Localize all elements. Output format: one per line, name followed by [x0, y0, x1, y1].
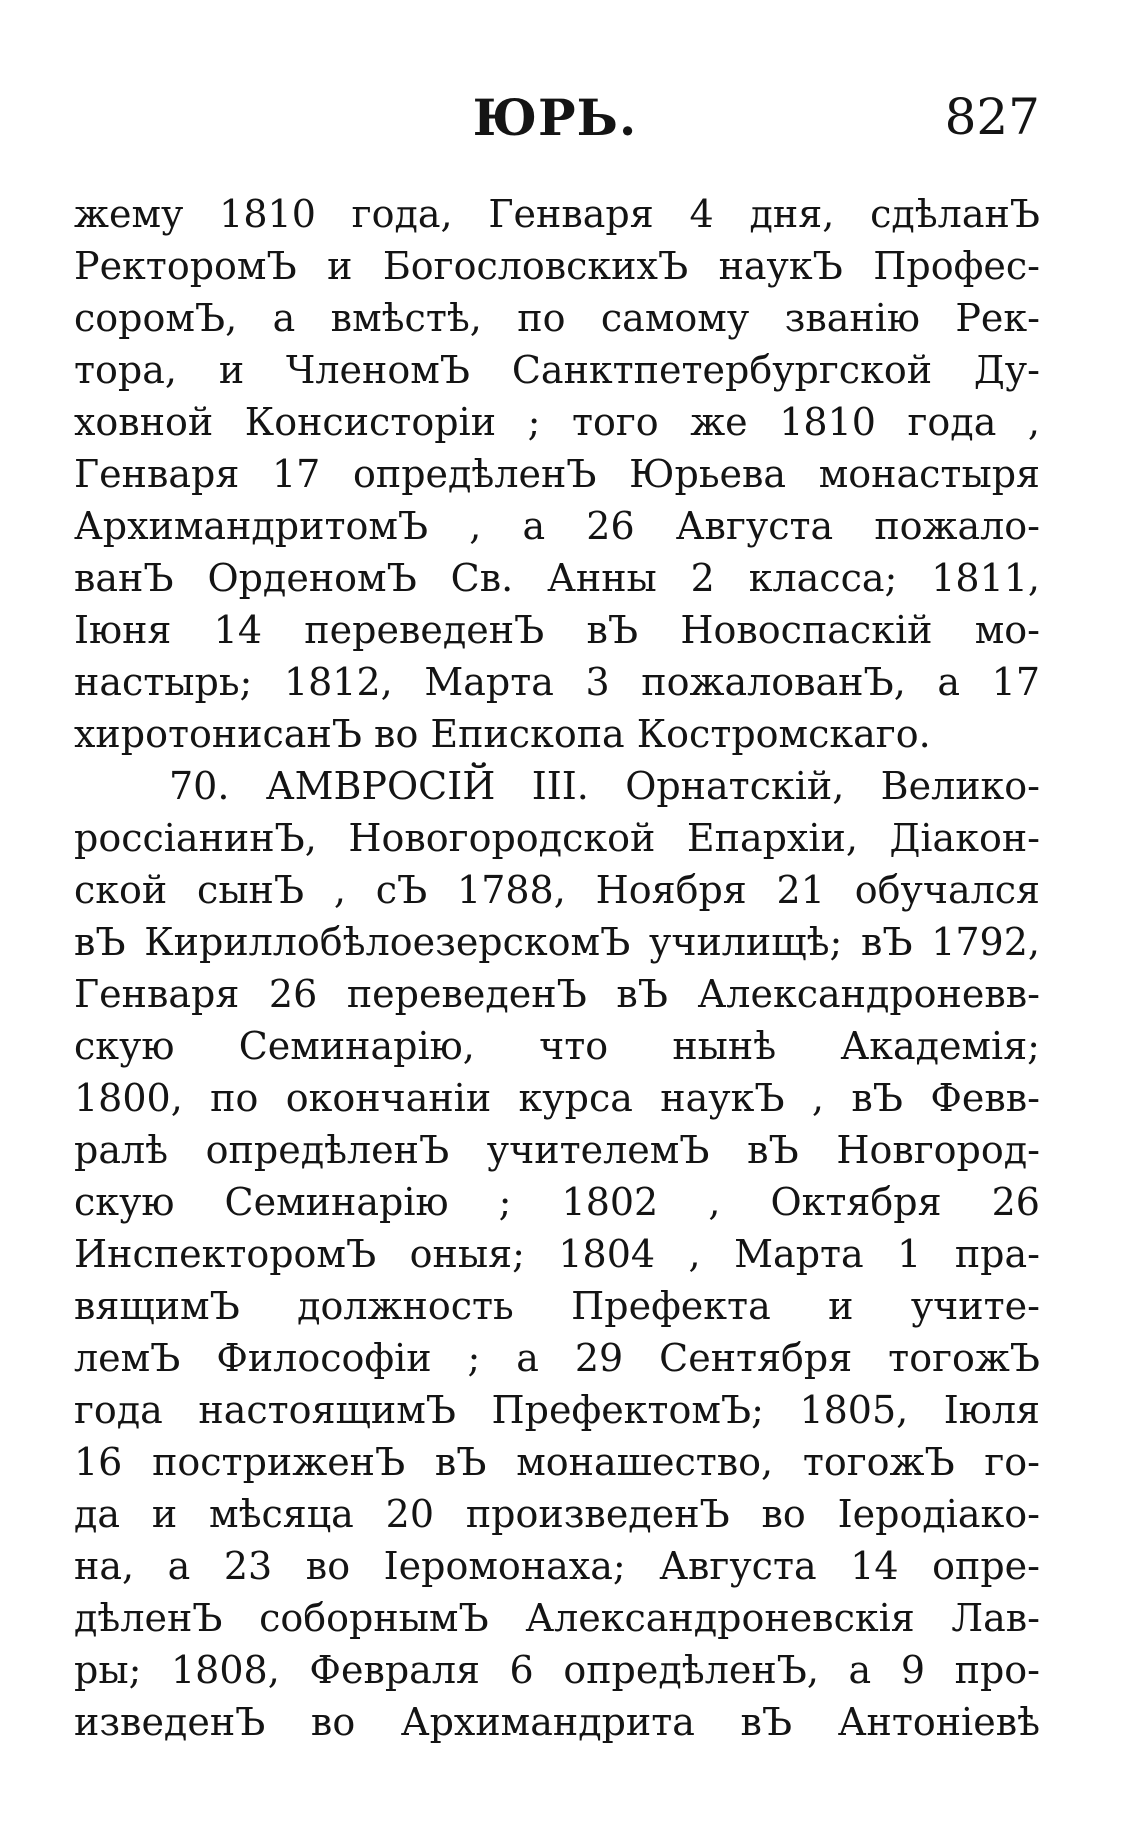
text-line: хиротонисанЪ во Епископа Костромскаго.	[74, 712, 931, 756]
text-line: Іюня 14 переведенЪ вЪ Новоспаскій мо-	[74, 608, 1040, 652]
text-line: 16 постриженЪ вЪ монашество, тогожЪ го-	[74, 1440, 1040, 1484]
page-number: 827	[944, 88, 1040, 146]
text-line: россіанинЪ, Новогородской Епархіи, Діакон-	[74, 816, 1040, 860]
text-line: вЪ КириллобѣлоезерскомЪ училищѣ; вЪ 1792,	[74, 920, 1040, 964]
text-line: жему 1810 года, Генваря 4 дня, сдѣланЪ	[74, 192, 1040, 236]
text-line: года настоящимЪ ПрефектомЪ; 1805, Іюля	[74, 1388, 1040, 1432]
text-line: АрхимандритомЪ , а 26 Августа пожало-	[74, 504, 1040, 548]
text-line: ИнспекторомЪ оныя; 1804 , Марта 1 пра-	[74, 1232, 1040, 1276]
text-line: ской сынЪ , сЪ 1788, Ноября 21 обучался	[74, 868, 1040, 912]
text-line: на, а 23 во Іеромонаха; Августа 14 опре-	[74, 1544, 1040, 1588]
page-header	[70, 88, 1040, 168]
paragraph-2	[74, 760, 1040, 1748]
text-line: Генваря 17 опредѣленЪ Юрьева монастыря	[74, 452, 1040, 496]
text-line: лемЪ Философіи ; а 29 Сентября тогожЪ	[74, 1336, 1040, 1380]
text-line: ры; 1808, Февраля 6 опредѣленЪ, а 9 про-	[74, 1648, 1040, 1692]
paragraph-1	[74, 188, 1040, 760]
text-line: изведенЪ во Архимандрита вЪ Антоніевѣ	[74, 1700, 1040, 1744]
text-line: 1800, по окончаніи курса наукЪ , вЪ Февв-	[74, 1076, 1040, 1120]
text-body	[74, 188, 1040, 1748]
text-line: тора, и ЧленомЪ Санктпетербургской Ду-	[74, 348, 1040, 392]
text-line: Генваря 26 переведенЪ вЪ Александроневв-	[74, 972, 1040, 1016]
running-title: ЮРЬ.	[472, 88, 638, 147]
text-line: да и мѣсяца 20 произведенЪ во Іеродіако-	[74, 1492, 1040, 1536]
text-line: скую Семинарію, что нынѣ Академія;	[74, 1024, 1040, 1068]
text-line: ванЪ ОрденомЪ Св. Анны 2 класса; 1811,	[74, 556, 1040, 600]
text-line: РекторомЪ и БогословскихЪ наукЪ Профес-	[74, 244, 1040, 288]
text-line: настырь; 1812, Марта 3 пожалованЪ, а 17	[74, 660, 1040, 704]
text-line: соромЪ, а вмѣстѣ, по самому званію Рек-	[74, 296, 1040, 340]
text-line: ралѣ опредѣленЪ учителемЪ вЪ Новгород-	[74, 1128, 1040, 1172]
text-line: 70. АМВРОСІЙ III. Орнатскій, Велико-	[169, 764, 1040, 808]
text-line: дѣленЪ соборнымЪ Александроневскія Лав-	[74, 1596, 1040, 1640]
text-line: ховной Консисторіи ; того же 1810 года ,	[74, 400, 1040, 444]
text-line: скую Семинарію ; 1802 , Октября 26	[74, 1180, 1040, 1224]
text-line: вящимЪ должность Префекта и учите-	[74, 1284, 1040, 1328]
